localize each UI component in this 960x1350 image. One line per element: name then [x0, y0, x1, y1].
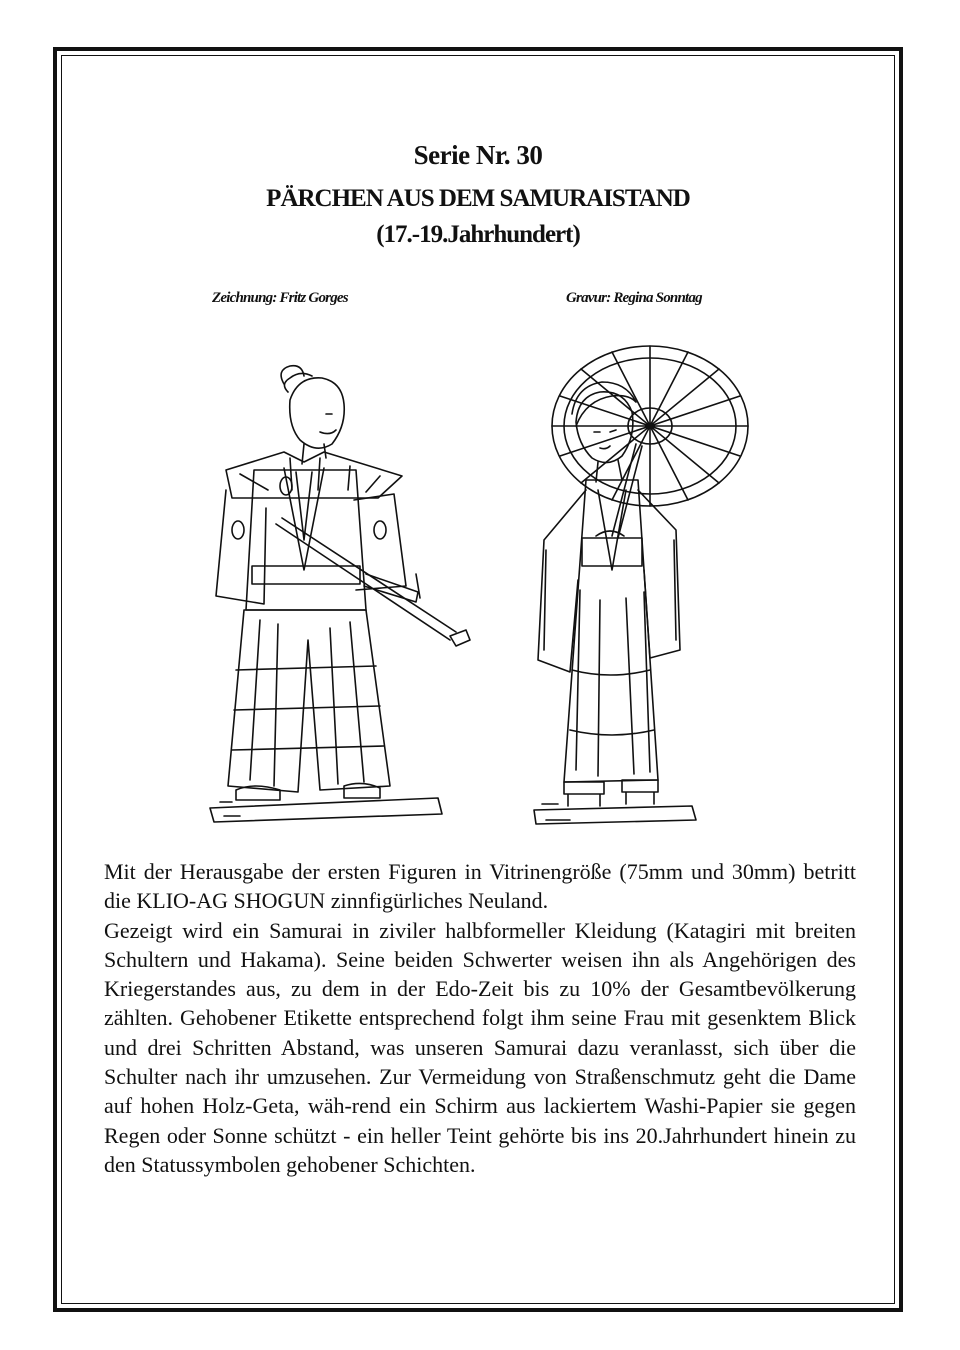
title-block: [61, 138, 895, 251]
samurai-figure: [210, 366, 470, 822]
engraving-credit: Gravur: Regina Sonntag: [566, 290, 702, 306]
figures-illustration: [180, 340, 780, 830]
woman-with-parasol-figure: [534, 346, 748, 824]
description-text: [104, 857, 856, 1179]
series-number: Serie Nr. 30: [413, 140, 543, 170]
description-paragraph-2: Gezeigt wird ein Samurai in ziviler halbformeller Kleidung (Katagiri mit breiten Schultern und Hakama). Seine beiden Schwerter weisen ihn als Angehörigen des Kriegerstandes aus, zu dem in der Edo-Zeit bis zu 10% der Gesamtbevölkerung zählten. Gehobener Etikette entsprechend folgt ihm seine Frau mit gesenktem Blick und drei Schritten Abstand, was unseren Samurai dazu veranlasst, sich über die Schulter nach ihr umzusehen. Zur Vermeidung von Straßenschmutz geht die Dame auf hohen Holz-Geta, wäh-rend ein Schirm aus lackiertem Washi-Papier sie gegen Regen oder Sonne schützt - ein heller Teint gehörte bis ins 20.Jahrhundert hinein zu den Statussymbolen gehobener Schichten.: [104, 917, 856, 1177]
page-title: PÄRCHEN AUS DEM SAMURAISTAND: [266, 185, 690, 212]
drawing-credit: Zeichnung: Fritz Gorges: [212, 290, 348, 306]
period-subtitle: (17.-19.Jahrhundert): [376, 221, 580, 248]
description-paragraph-1: Mit der Herausgabe der ersten Figuren in Vitrinengröße (75mm und 30mm) betritt die KLIO-AG SHOGUN zinnfigürliches Neuland.: [104, 859, 856, 914]
